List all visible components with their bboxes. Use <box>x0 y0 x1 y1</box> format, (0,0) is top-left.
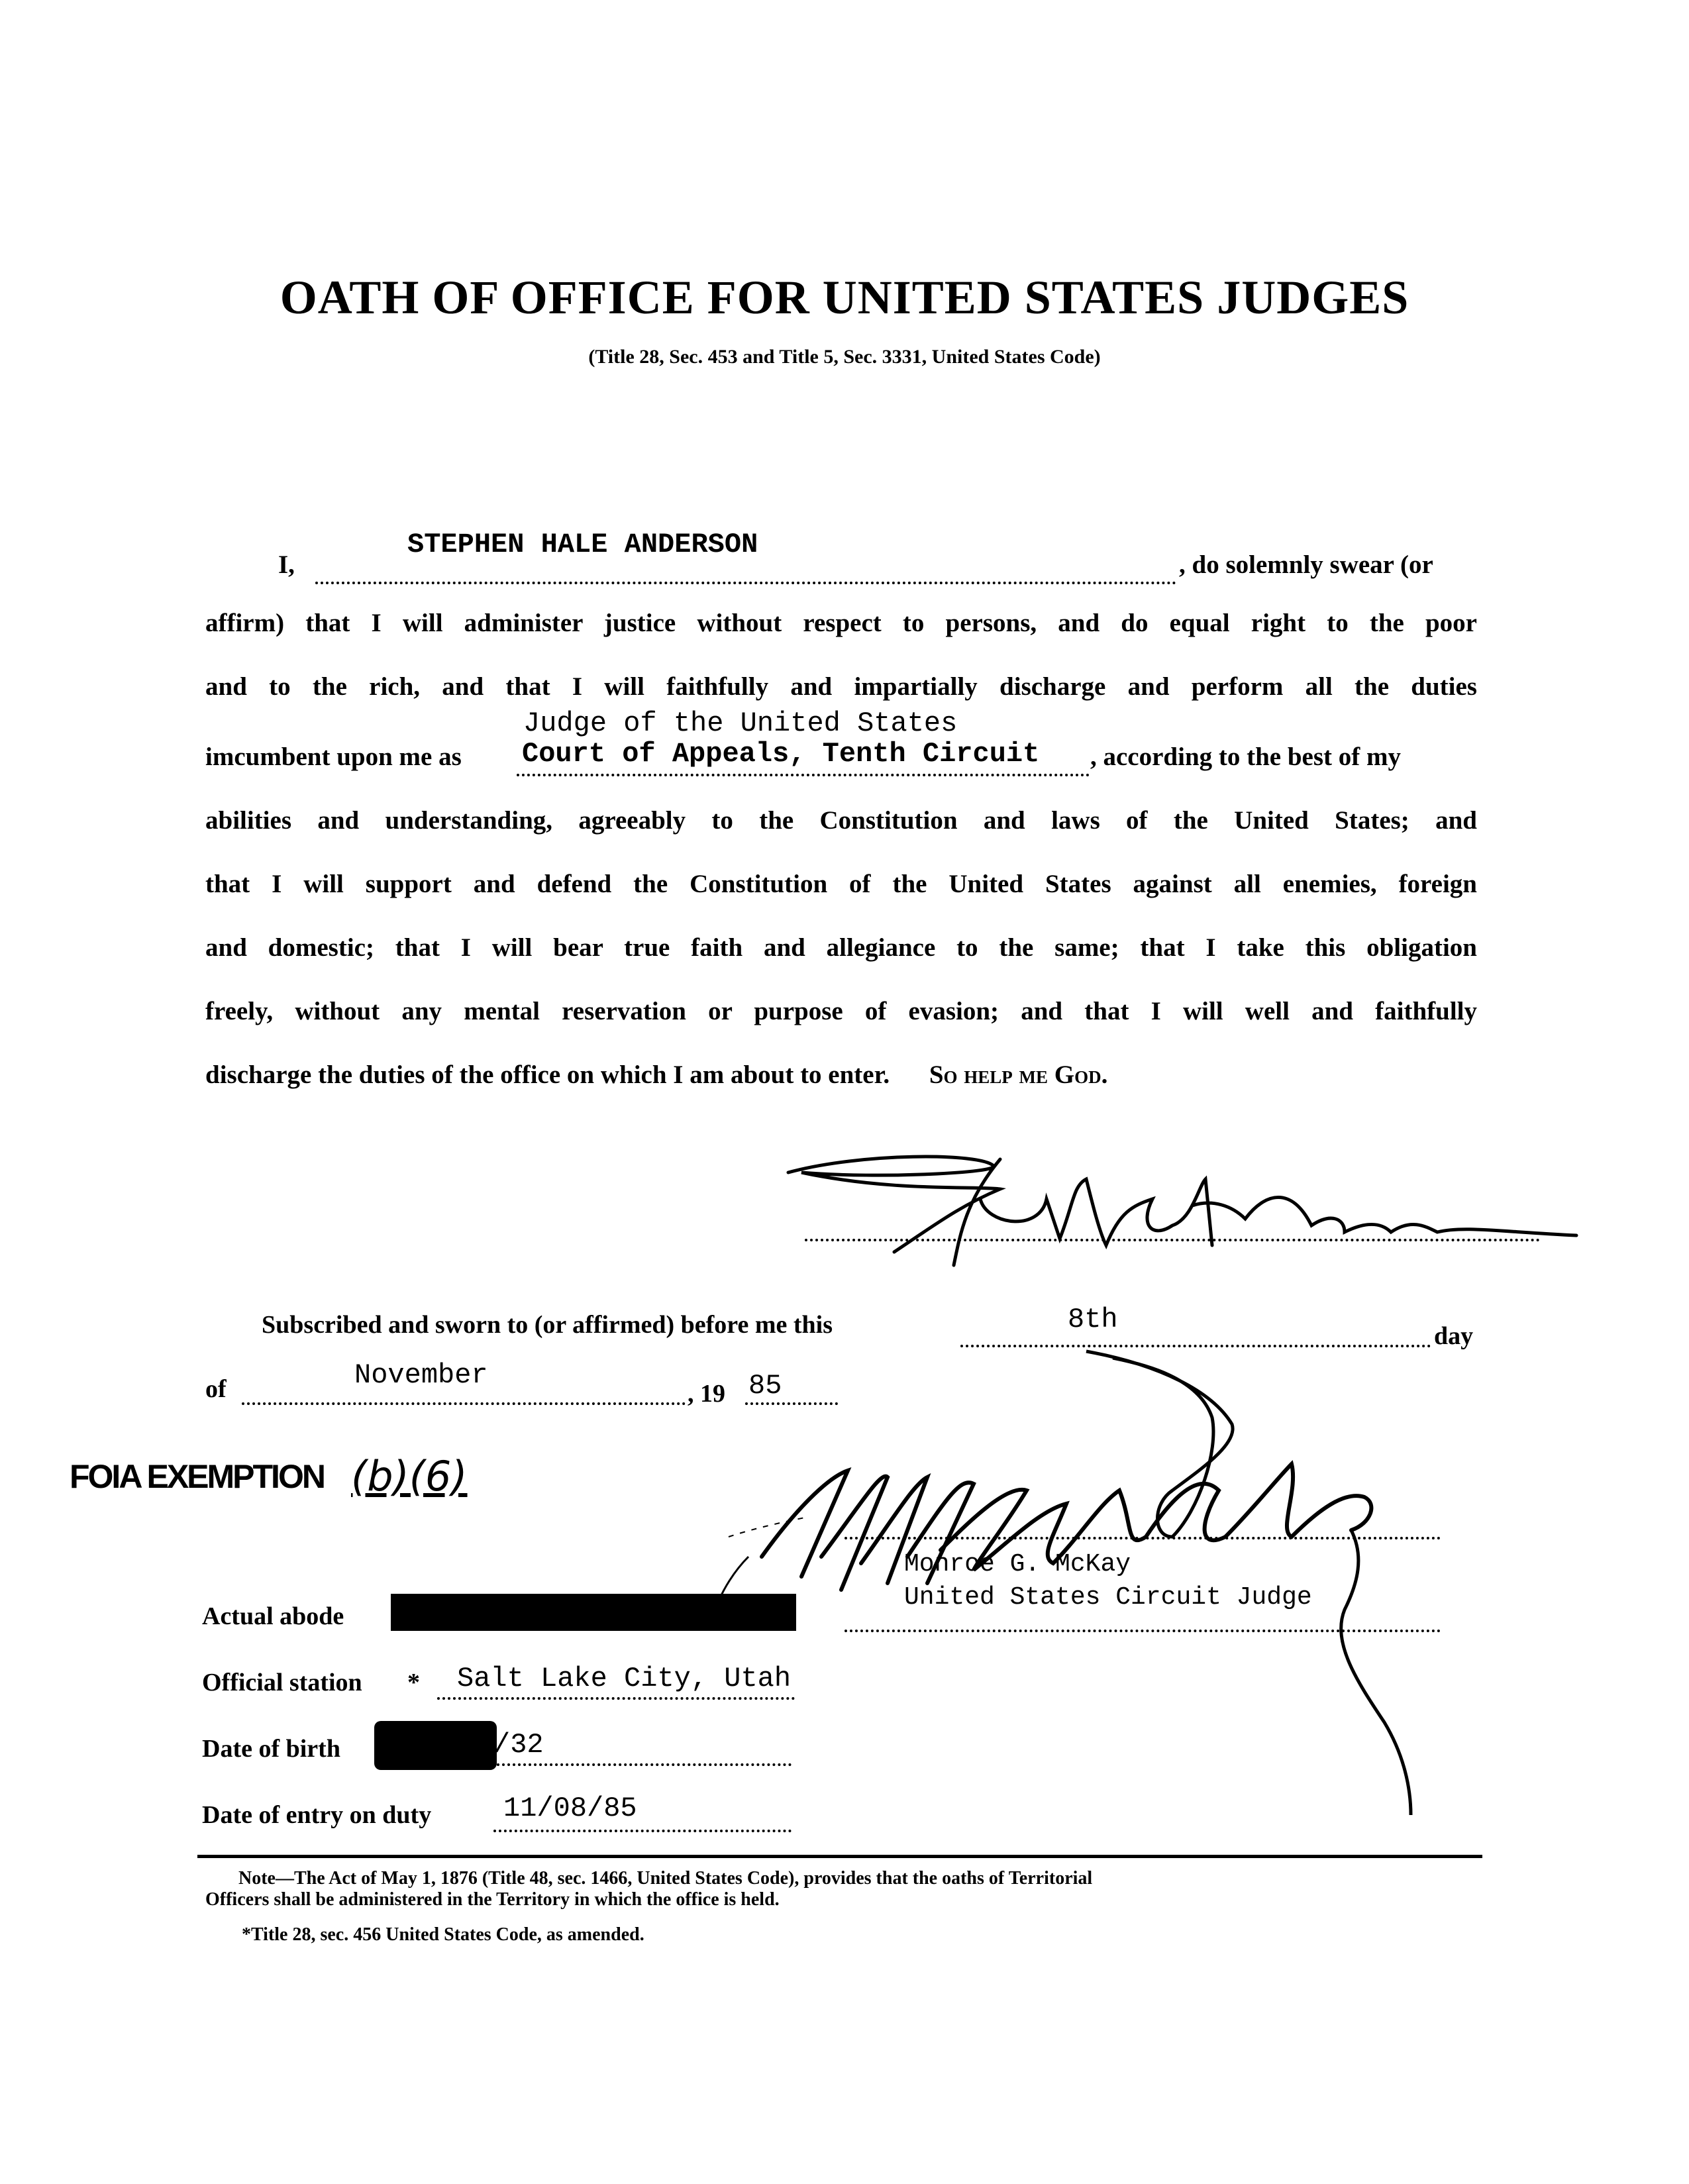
judge-name-field: STEPHEN HALE ANDERSON <box>407 529 758 560</box>
office-title-line-2: Court of Appeals, Tenth Circuit <box>522 738 1040 770</box>
entry-dotted-line <box>493 1830 792 1832</box>
redaction-bar <box>374 1721 497 1770</box>
name-dotted-line <box>315 582 1176 584</box>
officiant-signature-line <box>844 1537 1441 1539</box>
oath-line-6: that I will support and defend the Constitution of the United States against all enemies, foreign <box>205 870 1477 898</box>
officiant-title: United States Circuit Judge <box>904 1583 1312 1612</box>
sworn-text: Subscribed and sworn to (or affirmed) before me this <box>262 1311 833 1339</box>
birth-dotted-line <box>497 1763 792 1766</box>
oath-line-3: and to the rich, and that I will faithfully and impartially discharge and perform all the duties <box>205 672 1477 701</box>
official-station-field: Salt Lake City, Utah <box>457 1663 792 1694</box>
date-of-birth-label: Date of birth <box>202 1735 340 1763</box>
official-station-label: Official station <box>202 1669 362 1696</box>
footnote-line-1: Note—The Act of May 1, 1876 (Title 48, sec. 1466, United States Code), provides that the oaths of Territorial <box>238 1868 1093 1889</box>
foia-exemption-label: FOIA EXEMPTION <box>70 1458 324 1495</box>
date-of-birth-field: /32 <box>493 1729 544 1761</box>
officiant-title-line <box>844 1630 1441 1632</box>
oath-line-4-end: , according to the best of my <box>1090 743 1402 771</box>
oath-line-7: and domestic; that I will bear true faith and allegiance to the same; that I take this obligation <box>205 933 1477 962</box>
sworn-day-field: 8th <box>1068 1304 1118 1335</box>
asterisk-footnote: *Title 28, sec. 456 United States Code, as amended. <box>242 1924 644 1945</box>
sworn-year-prefix: , 19 <box>688 1380 725 1408</box>
sworn-month-field: November <box>354 1359 488 1391</box>
sworn-of-label: of <box>205 1375 227 1403</box>
oath-closing: So help me God. <box>929 1061 1108 1089</box>
station-dotted-line <box>437 1697 795 1700</box>
office-dotted-line <box>517 774 1090 776</box>
entry-on-duty-field: 11/08/85 <box>503 1793 637 1824</box>
affiant-signature-line <box>805 1239 1540 1241</box>
oath-line-4-start: imcumbent upon me as <box>205 743 462 771</box>
footnote-line-2: Officers shall be administered in the Territory in which the office is held. <box>205 1889 780 1910</box>
oath-line-5: abilities and understanding, agreeably to the Constitution and laws of the United States; and <box>205 806 1477 835</box>
foia-exemption-code: (b)(6) <box>351 1452 468 1500</box>
oath-line-8: freely, without any mental reservation or purpose of evasion; and that I will well and faithfully <box>205 997 1477 1025</box>
entry-on-duty-label: Date of entry on duty <box>202 1801 432 1829</box>
office-title-line-1: Judge of the United States <box>523 707 958 739</box>
document-title: OATH OF OFFICE FOR UNITED STATES JUDGES <box>280 271 1409 324</box>
officiant-name: Monroe G. McKay <box>904 1550 1131 1579</box>
oath-line-1-end: , do solemnly swear (or <box>1179 550 1433 579</box>
affiant-signature <box>762 1126 1596 1278</box>
actual-abode-label: Actual abode <box>202 1602 344 1630</box>
sworn-year-field: 85 <box>748 1370 782 1402</box>
statute-citation: (Title 28, Sec. 453 and Title 5, Sec. 3331, United States Code) <box>588 346 1101 368</box>
sworn-day-label: day <box>1434 1322 1474 1350</box>
month-dotted-line <box>242 1402 686 1405</box>
oath-line-9 <box>205 1060 1477 1090</box>
redaction-bar <box>391 1594 796 1631</box>
footnote-divider <box>197 1855 1482 1858</box>
oath-line-2: affirm) that I will administer justice without respect to persons, and do equal right to the poor <box>205 609 1477 637</box>
oath-line-9-text: discharge the duties of the office on which I am about to enter. <box>205 1061 890 1089</box>
oath-prefix: I, <box>278 550 295 579</box>
official-station-marker: * <box>407 1669 420 1696</box>
